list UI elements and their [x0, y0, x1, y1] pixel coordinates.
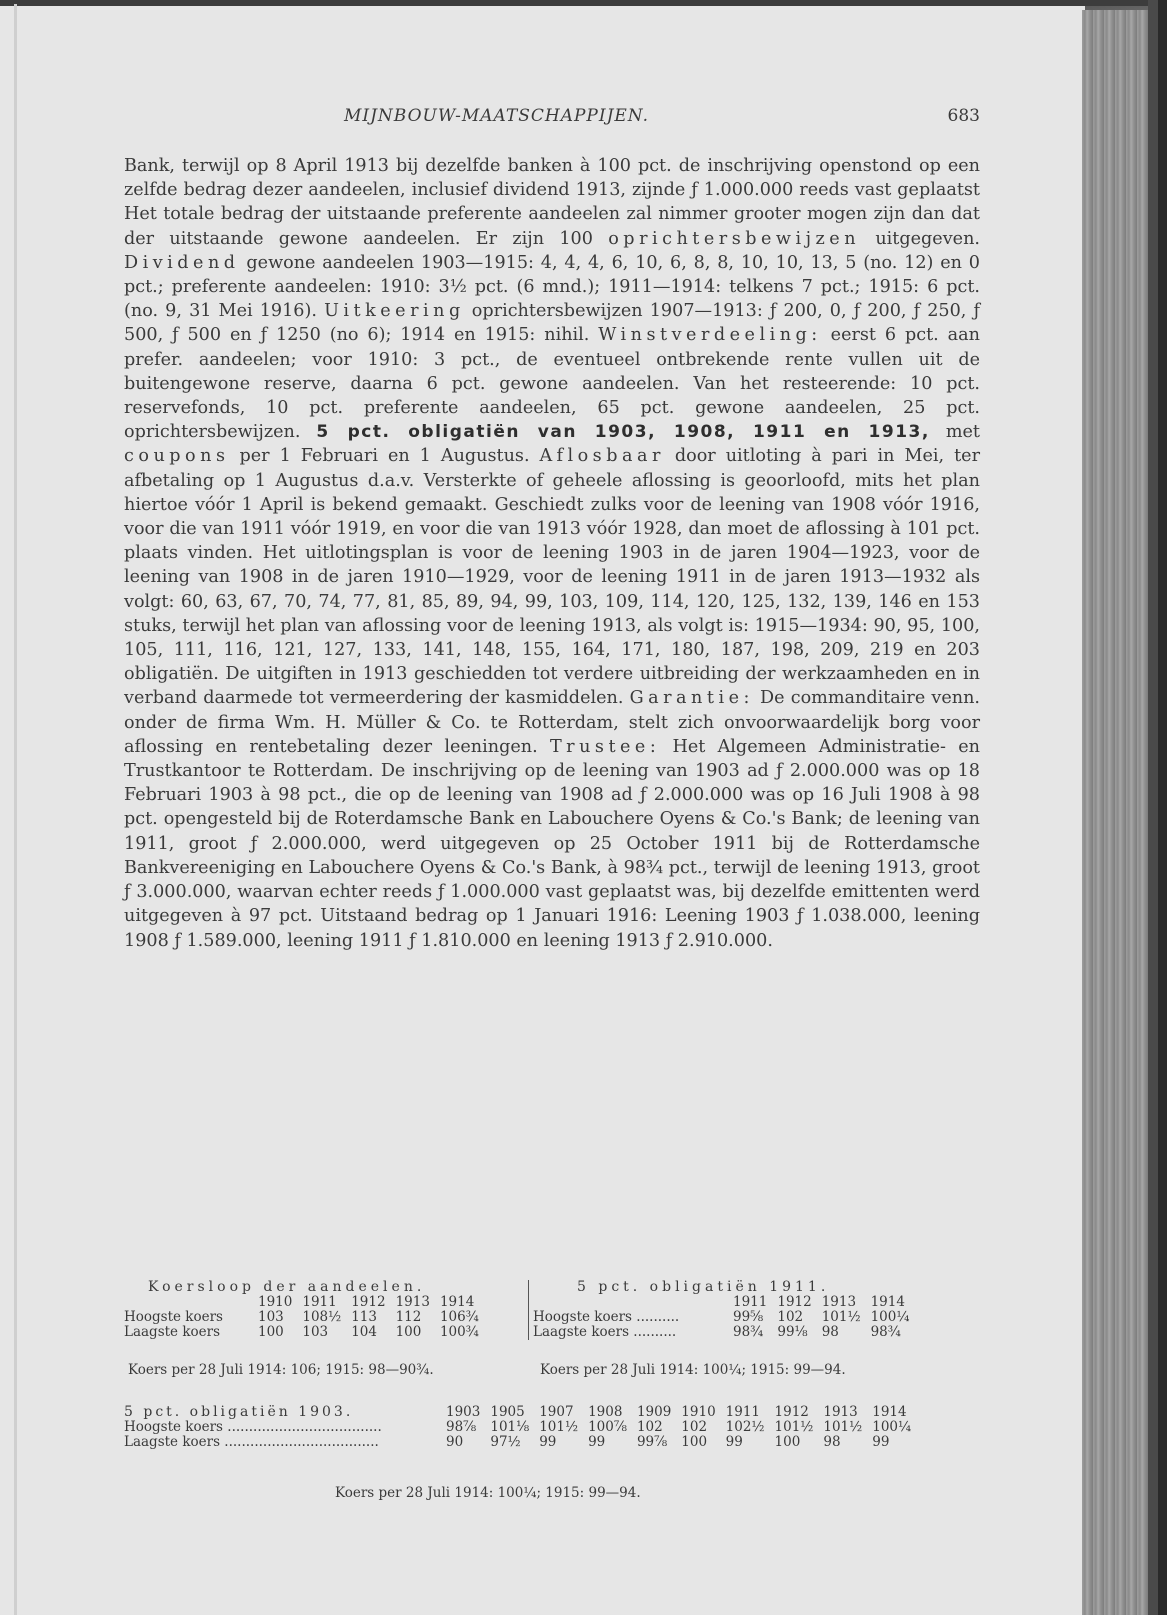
year-cell: 1914	[870, 1294, 905, 1310]
text-run: Het Algemeen Administratie- en Trustkantoor te Rotterdam. De inschrijving op de leening van 1903 ad ƒ 2.000.000 was op 18 Februari 1903 à 98 pct., die op de leening van 1908 ad ƒ 2.000.000 was op 16 Juli 1908 à 98 pct. opengesteld bij de Roterdamsche Bank en Labouchere Oyens & Co.'s Bank; de leening van 1911, groot ƒ 2.000.000, werd uitgegeven op 25 October 1911 bij de Rotterdamsche Bankvereeniging en Labouchere Oyens & Co.'s Bank, à 98¾ pct., terwijl de leening 1913, groot ƒ 3.000.000, waarvan echter reeds ƒ 1.000.000 vast geplaatst was, bij dezelfde emittenten werd uitgegeven à 97 pct. Uitstaand bedrag op 1 Januari 1916: Leening 1903 ƒ 1.038.000, leening 1908 ƒ 1.589.000, leening 1911 ƒ 1.810.000 en leening 1913 ƒ 2.910.000.	[124, 736, 980, 951]
bold-heading: 5 pct. obligatiën van 1903, 1908, 1911 en 1913,	[316, 422, 930, 443]
year-cell: 1912	[351, 1294, 386, 1310]
row-label: Hoogste koers	[124, 1309, 223, 1325]
table-note: Koers per 28 Juli 1914: 100¼; 1915: 99—94.	[335, 1485, 641, 1501]
value-cell: 98¾	[870, 1324, 901, 1340]
year-cell: 1911	[302, 1294, 337, 1310]
running-title: MIJNBOUW-MAATSCHAPPIJEN.	[344, 106, 649, 126]
year-cell: 1910	[258, 1294, 293, 1310]
value-cell: 99⅞	[636, 1434, 668, 1450]
value-cell: 106¾	[439, 1309, 479, 1325]
table-obligaties-1911	[528, 1280, 963, 1340]
row-label: Hoogste koers ....................................	[124, 1419, 382, 1435]
value-cell: 90	[446, 1434, 464, 1450]
table-row	[124, 1420, 921, 1435]
text-run: De commanditaire venn. onder de firma Wm. H. Müller & Co. te Rotterdam, stelt zich onvoorwaardelijk borg voor aflossing en rentebetaling dezer leeningen.	[124, 688, 980, 757]
value-cell: 113	[351, 1309, 377, 1325]
table-note: Koers per 28 Juli 1914: 106; 1915: 98—90¾.	[128, 1362, 434, 1378]
spaced-term: Winstverdeeling:	[598, 325, 822, 346]
table-row	[533, 1310, 919, 1325]
text-run: met	[929, 422, 980, 443]
text-run: oprichtersbewijzen 1907—1913: ƒ 200, 0, ƒ 200, ƒ 250, ƒ 500, ƒ 500 en ƒ 1250 (no 6); 1914 en 1915: nihil.	[124, 301, 980, 346]
value-cell: 98	[823, 1434, 841, 1450]
value-cell: 101½	[539, 1419, 579, 1435]
year-cell: 1909	[636, 1404, 672, 1420]
value-cell: 103	[302, 1324, 329, 1340]
value-cell: 100	[681, 1434, 708, 1450]
value-cell: 100	[258, 1324, 284, 1340]
spaced-term: Uitkeering	[324, 301, 465, 322]
value-cell: 98¾	[733, 1324, 764, 1340]
value-cell: 101½	[823, 1419, 863, 1435]
year-cell: 1903	[446, 1404, 481, 1420]
value-cell: 102	[777, 1309, 804, 1325]
row-label: Hoogste koers ..........	[533, 1309, 680, 1325]
value-cell: 102½	[725, 1419, 765, 1435]
row-label: Laagste koers ....................................	[124, 1434, 379, 1450]
value-cell: 100¼	[872, 1419, 912, 1435]
text-run: uitgegeven.	[860, 228, 980, 249]
table-obligaties-1903	[124, 1405, 980, 1450]
year-cell: 1912	[774, 1404, 809, 1420]
value-cell: 99	[588, 1434, 606, 1450]
text-run: gewone aandeelen 1903—1915: 4, 4, 4, 6, 10, 6, 8, 8, 10, 10, 13, 5 (no. 12) en 0 pct.; preferente aandeelen: 1910: 3½ pct. (6 mnd.); 1911—1914: telkens 7 pct.; 1915: 6 pct. (no. 9, 31 Mei 1916).	[124, 252, 980, 322]
spaced-term: Garantie:	[629, 688, 754, 709]
table-title: Koersloop der aandeelen.	[148, 1279, 426, 1295]
table-row	[124, 1325, 489, 1340]
value-cell: 100	[395, 1324, 422, 1340]
value-cell: 99⅛	[777, 1324, 808, 1340]
year-cell: 1907	[539, 1404, 574, 1420]
table-row	[124, 1435, 921, 1450]
value-cell: 99⅝	[733, 1309, 764, 1325]
value-cell: 101½	[821, 1309, 861, 1325]
table-row	[124, 1310, 489, 1325]
value-cell: 99	[872, 1434, 890, 1450]
value-cell: 102	[636, 1419, 663, 1435]
spaced-term: coupons	[124, 446, 230, 467]
year-cell: 1910	[681, 1404, 716, 1420]
page-number: 683	[947, 106, 980, 126]
text-run: eerst 6 pct. aan prefer. aandeelen; voor 1910: 3 pct., de eventueel ontbrekende rente vullen uit de buitengewone reserve, daarna 6 pct. gewone aandeelen. Van het resteerende: 10 pct. reservefonds, 10 pct. preferente aandeelen, 65 pct. gewone aandeelen, 25 pct. oprichtersbewijzen.	[124, 325, 980, 443]
row-label: Laagste koers	[124, 1324, 221, 1340]
spaced-term: Trustee:	[549, 736, 661, 757]
value-cell: 112	[395, 1309, 422, 1325]
book-page-stack	[1082, 10, 1152, 1615]
year-cell: 1911	[725, 1404, 761, 1420]
year-cell: 1912	[777, 1294, 812, 1310]
value-cell: 99	[539, 1434, 557, 1450]
table-header-row	[533, 1295, 919, 1310]
table-koersloop-aandeelen	[124, 1280, 524, 1340]
scan-background	[1158, 0, 1167, 1615]
value-cell: 99	[725, 1434, 743, 1450]
year-cell: 1908	[588, 1404, 623, 1420]
spaced-term: Dividend	[124, 252, 240, 273]
page-header	[124, 106, 980, 130]
year-cell: 1913	[823, 1404, 858, 1420]
value-cell: 100⅞	[588, 1419, 627, 1435]
table-header-row	[124, 1295, 489, 1310]
table-title: 5 pct. obligatiën 1911.	[577, 1279, 830, 1295]
value-cell: 97½	[490, 1434, 521, 1450]
year-cell: 1913	[821, 1294, 857, 1310]
value-cell: 101½	[774, 1419, 814, 1435]
scan-left-edge	[14, 4, 17, 1615]
value-cell: 100¾	[439, 1324, 479, 1340]
row-label: Laagste koers ..........	[533, 1324, 677, 1340]
table-note: Koers per 28 Juli 1914: 100¼; 1915: 99—94.	[540, 1362, 846, 1378]
text-run: per 1 Februari en 1 Augustus.	[229, 446, 540, 467]
scan-top-edge	[0, 0, 1167, 6]
body-paragraph	[124, 154, 980, 953]
year-cell: 1913	[395, 1294, 430, 1310]
value-cell: 100	[774, 1434, 801, 1450]
year-cell: 1911	[733, 1294, 768, 1310]
text-run: Bank, terwijl op 8 April 1913 bij dezelfde banken à 100 pct. de inschrijving openstond op een zelfde bedrag dezer aandeelen, inclusief dividend 1913, zijnde ƒ 1.000.000 reeds vast geplaatst Het totale bedrag der uitstaande preferente aandeelen zal nimmer grooter mogen zijn dan dat der uitstaande gewone aandeelen. Er zijn 100	[124, 156, 980, 249]
table-row	[533, 1325, 919, 1340]
text-run: door uitloting à pari in Mei, ter afbetaling op 1 Augustus d.a.v. Versterkte of geheele aflossing is geoorloofd, mits het plan hiertoe vóór 1 April is bekend gemaakt. Geschiedt zulks voor de leening van 1908 vóór 1916, voor die van 1911 vóór 1919, en voor die van 1913 vóór 1928, dan moet de aflossing à 101 pct. plaats vinden. Het uitlotingsplan is voor de leening 1903 in de jaren 1904—1923, voor de leening van 1908 in de jaren 1910—1929, voor de leening 1911 in de jaren 1913—1932 als volgt: 60, 63, 67, 70, 74, 77, 81, 85, 89, 94, 99, 103, 109, 114, 120, 125, 132, 139, 146 en 153 stuks, terwijl het plan van aflossing voor de leening 1913, als volgt is: 1915—1934: 90, 95, 100, 105, 111, 116, 121, 127, 133, 141, 148, 155, 164, 171, 180, 187, 198, 209, 219 en 203 obligatiën. De uitgiften in 1913 geschiedden tot verdere uitbreiding der werkzaamheden en in verband daarmede tot vermeerdering der kasmiddelen.	[124, 446, 980, 709]
value-cell: 108½	[302, 1309, 342, 1325]
value-cell: 103	[258, 1309, 284, 1325]
table-title: 5 pct. obligatiën 1903.	[124, 1404, 354, 1420]
year-cell: 1914	[439, 1294, 475, 1310]
spaced-term: Aflosbaar	[539, 446, 665, 467]
spaced-term: oprichtersbewijzen	[608, 228, 861, 249]
value-cell: 98⅞	[446, 1419, 477, 1435]
value-cell: 102	[681, 1419, 708, 1435]
value-cell: 98	[821, 1324, 839, 1340]
year-cell: 1905	[490, 1404, 525, 1420]
year-cell: 1914	[872, 1404, 907, 1420]
table-header-row	[124, 1405, 921, 1420]
value-cell: 104	[351, 1324, 377, 1340]
value-cell: 101⅛	[490, 1419, 530, 1435]
value-cell: 100¼	[870, 1309, 910, 1325]
